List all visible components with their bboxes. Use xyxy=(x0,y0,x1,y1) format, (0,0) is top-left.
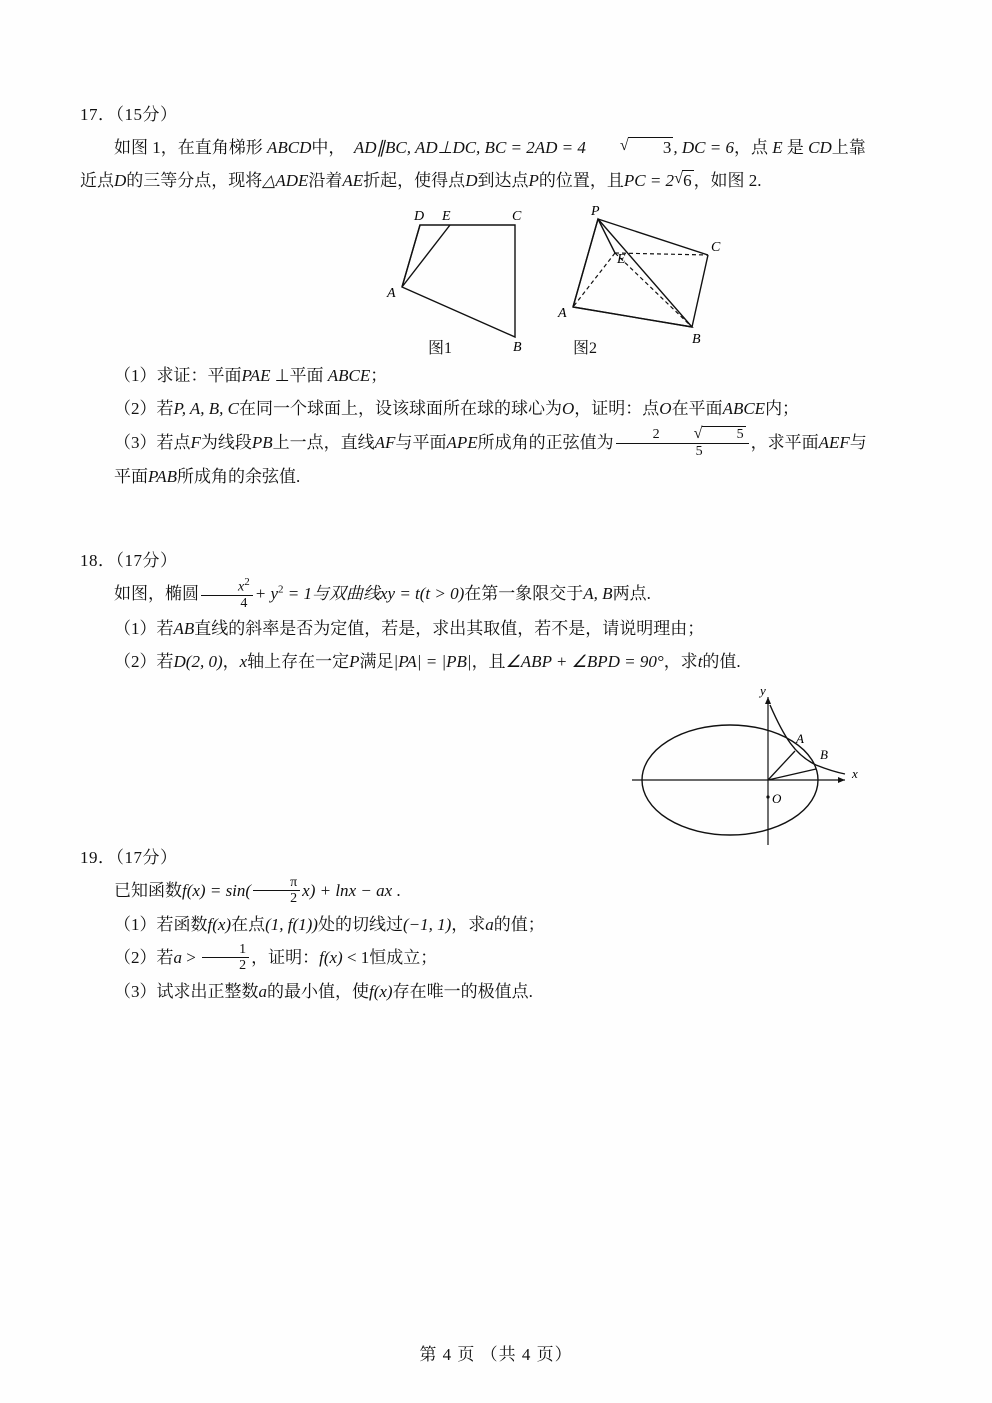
text: 为线段 xyxy=(200,432,252,452)
math-aef: AEF xyxy=(818,432,850,452)
math-point-m1-1: (−1, 1) xyxy=(402,914,452,934)
point-label-A: A xyxy=(796,730,804,746)
text: （2）若 xyxy=(114,399,174,419)
text: 折起，使得点 xyxy=(363,171,466,191)
figure-2-label-A: A xyxy=(558,306,567,322)
text: 内； xyxy=(765,399,800,419)
math-abce2: ABCE xyxy=(722,399,766,419)
text: ，如图 2. xyxy=(693,171,762,191)
question-17-part-3-cont xyxy=(80,460,910,493)
math-ab: AB xyxy=(173,619,195,639)
text: 上一点，直线 xyxy=(272,432,375,452)
sqrt-6 xyxy=(674,164,694,197)
math-sin: = sin( xyxy=(205,880,252,900)
fraction-numerator xyxy=(616,426,749,443)
text: （1）若函数 xyxy=(114,914,208,934)
question-17-part-1 xyxy=(80,359,910,392)
text: （2）若 xyxy=(114,652,174,672)
text: ，证明： xyxy=(251,947,320,967)
sqrt-radicand: 5 xyxy=(702,426,746,443)
math-pabc: P, A, B, C xyxy=(173,399,239,419)
figure-2-label-P: P xyxy=(591,204,600,220)
math-dc: , DC = 6 xyxy=(673,138,734,157)
figure-2-label-B: B xyxy=(692,332,701,348)
figure-2-caption: 图2 xyxy=(572,340,597,358)
sqrt-3 xyxy=(586,131,674,164)
math-fx: f(x) xyxy=(369,981,393,1001)
fraction-denominator: 4 xyxy=(201,595,253,611)
text: 处的切线过 xyxy=(317,914,403,934)
exponent-2: 2 xyxy=(278,582,284,595)
question-18-figure xyxy=(80,679,910,849)
text: 如图，椭圆 xyxy=(114,583,199,603)
text: 的位置，且 xyxy=(538,171,624,191)
text: . xyxy=(392,880,401,900)
question-19-part-3 xyxy=(80,975,910,1008)
math-ae: AE xyxy=(342,171,364,191)
text: ，求平面 xyxy=(750,432,819,452)
fraction-denominator: 5 xyxy=(616,443,749,459)
text: 所成角的正弦值为 xyxy=(477,432,614,452)
text: 中， xyxy=(311,138,346,157)
text: ，求 xyxy=(663,652,698,672)
page-footer: 第 4 页 （共 4 页） xyxy=(419,1345,573,1364)
text: 是 xyxy=(782,138,809,157)
question-17-number: 17．（15分） xyxy=(80,105,178,124)
question-18-number: 18．（17分） xyxy=(80,550,178,570)
math-d2: D xyxy=(465,171,478,191)
question-17-part-2 xyxy=(80,392,910,425)
text: ，求 xyxy=(451,914,486,934)
fraction-numerator: 1 xyxy=(239,941,247,957)
text: 在同一个球面上，设该球面所在球的球心为 xyxy=(239,399,562,419)
figure-2-label-C: C xyxy=(711,240,721,256)
figure-1-label-B: B xyxy=(513,340,522,356)
fraction-1-over-2 xyxy=(202,942,249,974)
question-18 xyxy=(80,546,910,849)
text: （1）求证：平面 xyxy=(114,366,242,386)
text: 的三等分点，现将 xyxy=(126,171,263,191)
text: ，点 xyxy=(733,138,773,157)
fraction-numerator: π xyxy=(290,874,298,890)
math-t: t xyxy=(697,652,703,672)
page-content xyxy=(80,100,910,1008)
question-17-part-3 xyxy=(80,426,910,461)
text: （2）若 xyxy=(114,947,174,967)
math-o2: O xyxy=(659,399,672,419)
text: 直线的斜率是否为定值，若是，求出其取值，若不是，请说明理由； xyxy=(194,619,705,639)
math-d20: D(2, 0) xyxy=(173,652,223,672)
question-19-stem xyxy=(80,874,910,908)
math-conditions: AD∥BC, AD⊥DC, BC = 2AD = 4 xyxy=(353,138,586,157)
text: 近点 xyxy=(80,171,114,191)
text: 平面 xyxy=(114,467,148,487)
text: 已知函数 xyxy=(114,880,182,900)
text: ⊥平面 xyxy=(270,366,328,386)
question-19 xyxy=(80,843,910,1008)
math-minus: − xyxy=(356,880,377,900)
math-gt: > xyxy=(182,947,201,967)
math-x: x xyxy=(238,579,245,595)
figure-2-label-E: E xyxy=(617,252,626,268)
math-pc: PC = 2 xyxy=(623,171,675,191)
math-e: E xyxy=(772,138,783,157)
text: 在平面 xyxy=(671,399,723,419)
axis-label-y: y xyxy=(760,682,766,698)
math-cd: CD xyxy=(808,138,832,157)
question-17-stem-line1 xyxy=(80,131,910,164)
text: 在点 xyxy=(231,914,266,934)
math-x: x xyxy=(302,880,310,900)
text: 的最小值，使 xyxy=(267,981,369,1001)
sqrt-radicand: 3 xyxy=(628,137,674,158)
text: （3）试求出正整数 xyxy=(114,981,259,1001)
text: < 1恒成立； xyxy=(342,947,438,967)
text: 与平面 xyxy=(395,432,447,452)
math-abcd: ABCD xyxy=(267,138,312,157)
math-ln: ) + ln xyxy=(309,880,349,900)
origin-label-O: O xyxy=(772,790,782,806)
sqrt-5 xyxy=(660,426,746,443)
ellipse-hyperbola-svg xyxy=(620,682,900,855)
point-label-B: B xyxy=(820,746,828,762)
math-angles: ∠ABP + ∠BPD = 90° xyxy=(505,652,664,672)
math-x-axis: x xyxy=(239,652,248,672)
text: 存在唯一的极值点. xyxy=(392,981,533,1001)
math-d: D xyxy=(114,171,127,191)
sqrt-radicand: 6 xyxy=(683,171,692,191)
text: 满足 xyxy=(359,652,394,672)
math-abce: ABCE xyxy=(327,366,371,386)
figure-1-label-A: A xyxy=(387,286,396,302)
question-19-part-1 xyxy=(80,908,910,941)
text: 上靠 xyxy=(831,138,866,157)
text: 所成角的余弦值. xyxy=(176,467,301,487)
math-equals-1: = 1与双曲线 xyxy=(283,583,380,603)
math-plus-y: + y xyxy=(254,583,278,603)
text: 到达点 xyxy=(477,171,529,191)
text: （3）若点 xyxy=(114,432,191,452)
math-f: F xyxy=(190,432,201,452)
math-o: O xyxy=(562,399,575,419)
fraction-denominator: 2 xyxy=(253,890,300,906)
math-pae: PAE xyxy=(241,366,271,386)
math-p: P xyxy=(349,652,360,672)
text: 如图 1，在直角梯形 xyxy=(114,138,267,157)
question-19-part-2 xyxy=(80,941,910,975)
question-18-part-2 xyxy=(80,645,910,678)
math-a: a xyxy=(258,981,267,1001)
fraction-numerator xyxy=(201,576,253,595)
text: 两点. xyxy=(612,583,651,603)
math-a: a xyxy=(173,947,182,967)
math-af: AF xyxy=(374,432,396,452)
question-17-stem-line2 xyxy=(80,164,910,197)
math-p: P xyxy=(528,171,539,191)
figure-1-label-C: C xyxy=(512,209,522,225)
math-pab: PAB xyxy=(148,467,177,487)
text: 2 xyxy=(652,426,660,442)
fraction-pi-over-2 xyxy=(253,875,300,907)
question-18-part-1 xyxy=(80,612,910,645)
question-17-figures xyxy=(80,204,910,358)
text: 沿着 xyxy=(308,171,343,191)
math-fx: f(x) xyxy=(207,914,232,934)
text: 的值； xyxy=(493,914,545,934)
fraction-x2-over-4 xyxy=(201,576,253,611)
question-19-number: 19．（17分） xyxy=(80,847,178,867)
question-18-stem xyxy=(80,577,910,613)
text: （1）若 xyxy=(114,619,174,639)
figure-1-caption: 图1 xyxy=(427,340,452,358)
figure-1-label-E: E xyxy=(442,209,451,225)
axis-label-x: x xyxy=(852,765,858,781)
math-pb: PB xyxy=(251,432,273,452)
text: 的值. xyxy=(702,652,741,672)
math-triangle-ade: △ADE xyxy=(262,171,309,191)
text: 轴上存在一定 xyxy=(247,652,350,672)
text: ，证明：点 xyxy=(574,399,660,419)
fraction-2sqrt5-over-5 xyxy=(616,426,749,459)
math-pa-pb: |PA| = |PB| xyxy=(393,652,472,672)
math-ab-points: A, B xyxy=(583,583,613,603)
figure-1-label-D: D xyxy=(414,209,425,225)
question-17 xyxy=(80,100,910,494)
math-x2: x xyxy=(348,880,357,900)
math-a: a xyxy=(485,914,494,934)
text: ； xyxy=(370,366,388,386)
math-fx: f(x) xyxy=(319,947,343,967)
fraction-denominator: 2 xyxy=(202,957,249,973)
text: 在第一象限交于 xyxy=(464,583,584,603)
exponent: 2 xyxy=(244,575,250,588)
math-xy-t: xy = t(t > 0) xyxy=(379,583,465,603)
text: 与 xyxy=(849,432,867,452)
math-ape: APE xyxy=(446,432,478,452)
text: ， xyxy=(222,652,240,672)
text: ，且 xyxy=(471,652,506,672)
math-ax: ax xyxy=(376,880,393,900)
math-point-1f1: (1, f(1)) xyxy=(265,914,318,934)
math-fx: f(x) xyxy=(182,880,206,900)
